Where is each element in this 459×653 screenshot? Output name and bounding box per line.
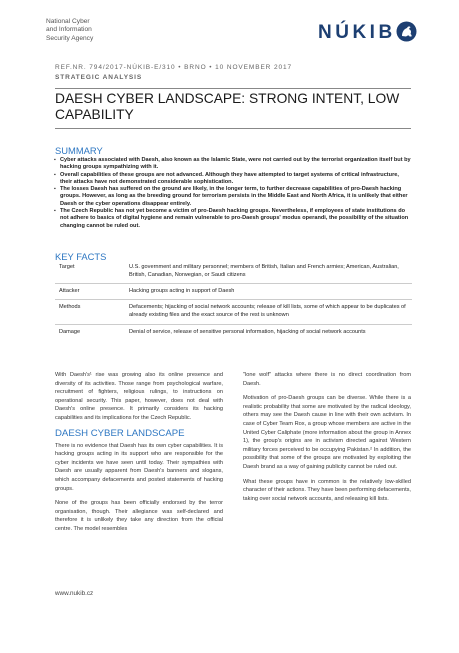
summary-item: ▪ Cyber attacks associated with Daesh, also known as the Islamic State, were not carried out by the terrorist organization itself but by hacking groups sympathizing with it. (55, 157, 412, 172)
body-column-left (55, 371, 223, 540)
body-paragraph: Motivation of pro-Daesh groups can be diverse. While there is a realistic probability that some are motivated by the radical ideology, others may see the Daesh cause in line with their own activism. In case of Cyber Team Rox, a group whose members are active in the United Cyber Caliphate (more information about the group in Annex 1), the group's origins are in activism directed against Western military forces perceived to be occupying Pakistan.² In addition, the possibility that some of the groups are motivated by exploiting the Daesh brand as a way of gaining publicity cannot be ruled out. (243, 395, 411, 470)
agency-line: National Cyber (46, 18, 90, 25)
fact-value: Denial of service, release of sensitive personal information, hijacking of social network accounts (129, 329, 366, 335)
document-title: DAESH CYBER LANDSCAPE: STRONG INTENT, LOW CAPABILITY (55, 91, 400, 122)
body-paragraph: None of the groups has been officially endorsed by the terror organisation, though. Their allegiance was self-declared and therefore it is unlikely they take any direction from the official centre. The model resembles (55, 500, 223, 532)
lion-emblem-icon (396, 21, 417, 42)
intro-paragraph: With Daesh's¹ rise was growing also its online presence and diversity of its activities. Those range from psychological warfare, recruitment of fighters, religious rulings, to instructions on operational security. This paper, however, does not deal with Daesh's online presence. It primarily considers its hacking capabilities and its implications for the Czech Republic. (55, 372, 223, 421)
body-paragraph: What these groups have in common is the relatively low-skilled character of their actions. They have been performing defacements, taking over social network accounts, and releasing kill lists. (243, 478, 411, 502)
fact-value: U.S. government and military personnel; members of British, Italian and French armies; American, Australian, British, Canadian, Norwegian, or Saudi citizens (129, 264, 399, 278)
row-divider (55, 324, 412, 325)
document-type: STRATEGIC ANALYSIS (55, 74, 143, 81)
agency-line: and Information (46, 26, 92, 34)
summary-list (55, 157, 412, 230)
agency-name (46, 18, 156, 43)
key-facts-heading: KEY FACTS (55, 251, 107, 262)
fact-value: Defacements; hijacking of social network accounts; release of kill lists, some of which appear to be duplicates of already existing files and the exact source of the rest is unknown (129, 304, 406, 318)
fact-label: Target (59, 264, 75, 270)
agency-line: Security Agency (46, 34, 94, 42)
footer-website-link[interactable]: www.nukib.cz (55, 590, 94, 597)
reference-number: REF.NR. 794/2017-NÚKIB-E/310 • BRNO • 10 NOVEMBER 2017 (55, 64, 293, 71)
fact-label: Methods (59, 304, 81, 310)
section-heading: DAESH CYBER LANDSCAPE (55, 427, 185, 439)
summary-item: ▪ The losses Daesh has suffered on the ground are likely, in the longer term, to further decrease capabilities of pro-Daesh hacking groups. However, as long as the breeding ground for terrorism persists in the Middle East and North Africa, it is unlikely that either Daesh or the cyber operations disappear entirely. (55, 186, 412, 208)
title-rule-top (55, 88, 411, 89)
title-rule-bottom (55, 128, 411, 129)
summary-heading: SUMMARY (55, 145, 103, 156)
body-column-right (243, 371, 411, 509)
row-divider (55, 299, 412, 300)
body-paragraph: "lone wolf" attacks where there is no direct coordination from Daesh. (243, 372, 411, 387)
fact-label: Attacker (59, 288, 80, 294)
row-divider (55, 283, 412, 284)
summary-item: ▪ The Czech Republic has not yet become a victim of pro-Daesh hacking groups. Nevertheless, if employees of state institutions do not adhere to basics of digital hygiene and remain vulnerable to pro-Daesh groups' modus operandi, the possibility of the situation changing cannot be ruled out. (55, 208, 412, 230)
summary-item: ▪ Overall capabilities of these groups are not advanced. Although they have attempted to target systems of critical infrastructure, their attacks have not demonstrated considerable sophistication. (55, 172, 412, 187)
logo-wordmark: NÚKIB (318, 22, 396, 43)
fact-value: Hacking groups acting in support of Daesh (129, 288, 235, 294)
body-paragraph: There is no evidence that Daesh has its own cyber capabilities. It is hacking groups acting in its support who are responsible for the cyber incidents we have seen until today. Their sympathies with Daesh are usually apparent from Daesh's banners and slogans, which accompany defacements and posted statements of hacking groups. (55, 442, 223, 492)
fact-label: Damage (59, 329, 81, 335)
